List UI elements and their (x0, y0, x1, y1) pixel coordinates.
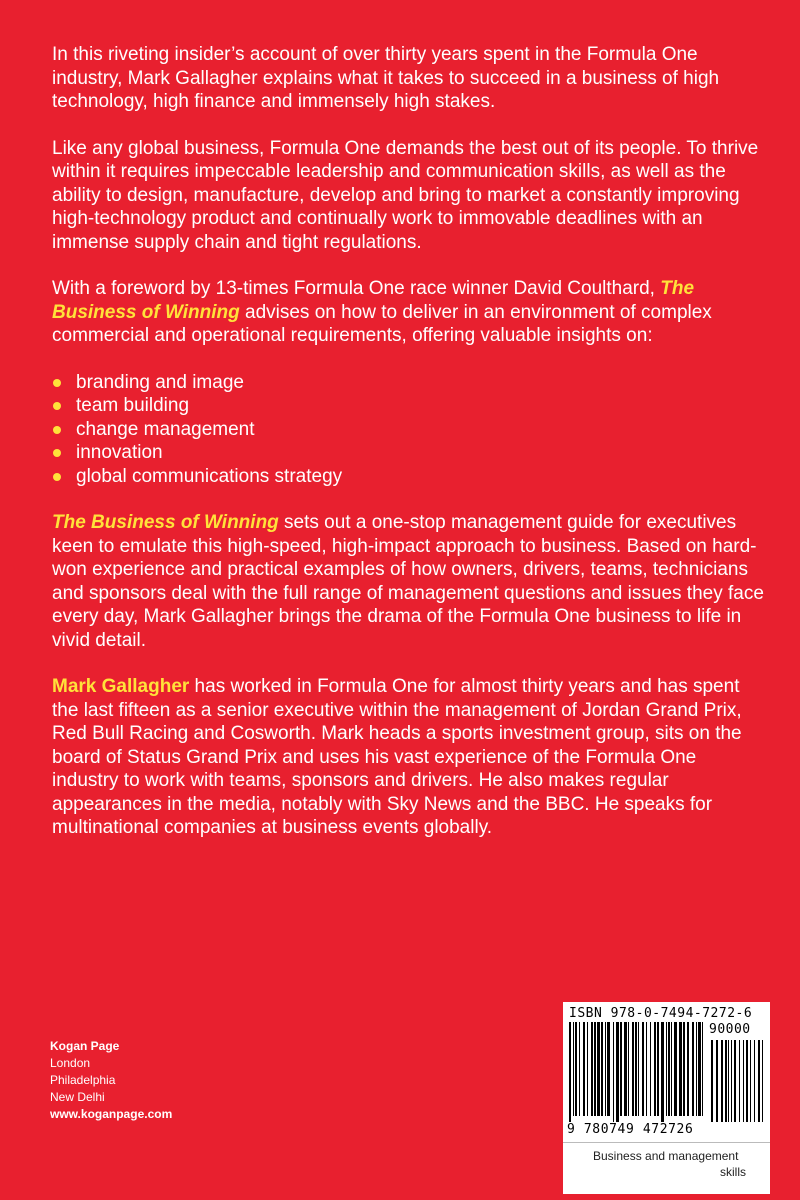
list-item (52, 394, 764, 418)
barcode-bar (573, 1022, 574, 1116)
barcode-bar (591, 1022, 593, 1116)
barcode-addon-bar (721, 1040, 723, 1122)
barcode-bar (674, 1022, 677, 1116)
barcode-bar (638, 1022, 639, 1116)
barcode-bar (628, 1022, 629, 1116)
insights-list (52, 371, 764, 489)
barcode-addon-bar (734, 1040, 736, 1122)
barcode-bar (692, 1022, 694, 1116)
barcode-bar (569, 1022, 571, 1122)
isbn-barcode (563, 1002, 770, 1142)
barcode-bar (587, 1022, 588, 1116)
publisher-city: New Delhi (50, 1090, 105, 1104)
barcode-bar (607, 1022, 610, 1116)
barcode-bar (642, 1022, 644, 1116)
publisher-website: www.koganpage.com (50, 1107, 173, 1121)
barcode-bar (702, 1022, 703, 1116)
barcode-bar (575, 1022, 577, 1116)
barcode-addon-bar (725, 1040, 727, 1122)
barcode-bars (567, 1022, 766, 1122)
list-item-label: global communications strategy (76, 465, 343, 487)
isbn-label: ISBN 978-0-7494-7272-6 (569, 1006, 753, 1021)
author-bio: has worked in Formula One for almost thirty years and has spent the last fifteen as a senior executive within the management of Jordan Grand Prix, Red Bull Racing and Cosworth. Mark heads a sports investment group, sits on the board of Status Grand Prix and uses his vast experience of the Formula One industry to work with teams, sponsors and drivers. He also makes regular appearances in the media, notably with Sky News and the BBC. He speaks for multinational companies at business events globally. (52, 676, 742, 838)
barcode-bar (597, 1022, 600, 1116)
barcode-bar (696, 1022, 697, 1116)
bullet-icon (53, 379, 61, 387)
demands-paragraph: Like any global business, Formula One demands the best out of its people. To thrive within it requires impeccable leadership and communication skills, as well as the ability to design, manufacture, develop and bring to market a constantly improving high-technology product and continually work to immovable deadlines with an immense supply chain and tight regulations. (52, 137, 759, 253)
publisher-name: Kogan Page (50, 1039, 120, 1053)
barcode-bar (661, 1022, 664, 1122)
book-title: The Business of Winning (52, 278, 695, 323)
foreword-text-rest: advises on how to deliver in an environment of complex commercial and operational requirements, offering valuable insights on: (52, 301, 712, 346)
barcode-bar (620, 1022, 622, 1116)
barcode-addon-bar (731, 1040, 732, 1122)
barcode-addon-bar (716, 1040, 718, 1122)
barcode-bar (583, 1022, 585, 1116)
list-item (52, 465, 764, 489)
bullet-icon (53, 402, 61, 410)
price-code: 90000 (709, 1022, 751, 1037)
barcode-bar (668, 1022, 670, 1116)
barcode-bar (613, 1022, 614, 1122)
publisher-city: London (50, 1056, 91, 1070)
barcode-bar (687, 1022, 689, 1116)
list-item (52, 418, 764, 442)
author-name: Mark Gallagher (52, 676, 190, 697)
barcode-addon-bar (754, 1040, 755, 1122)
barcode-addon-bar (711, 1040, 713, 1122)
foreword-text: With a foreword by 13-times Formula One race winner David Coulthard, (52, 278, 661, 299)
category-line-1: Business and management (593, 1149, 739, 1163)
barcode-bar (616, 1022, 619, 1122)
barcode-bar (605, 1022, 606, 1116)
barcode-digits: 9 780749 472726 (567, 1122, 694, 1137)
list-item-label: branding and image (76, 371, 244, 393)
author-paragraph (52, 675, 764, 840)
publisher-city: Philadelphia (50, 1073, 116, 1087)
list-item-label: change management (76, 418, 255, 440)
barcode-bar (635, 1022, 637, 1116)
barcode-bar (679, 1022, 682, 1116)
category-label (563, 1142, 770, 1194)
foreword-paragraph (52, 277, 764, 348)
barcode-addon-bar (762, 1040, 763, 1122)
back-cover-blurb (52, 43, 764, 863)
barcode-bar (624, 1022, 627, 1116)
barcode-addon-bar (728, 1040, 729, 1122)
list-item-label: team building (76, 395, 190, 416)
bullet-icon (53, 473, 61, 481)
barcode-bar (650, 1022, 651, 1116)
barcode-addon-bar (746, 1040, 748, 1122)
barcode-addon-bar (750, 1040, 751, 1122)
list-item (52, 441, 764, 465)
barcode-bar (601, 1022, 603, 1116)
barcode-bar (698, 1022, 701, 1116)
barcode-bar (594, 1022, 596, 1116)
list-item (52, 371, 764, 395)
barcode-bar (579, 1022, 580, 1116)
guide-text: sets out a one-stop management guide for executives keen to emulate this high-speed, high-impact approach to business. Based on hard-won experience and practical examples of how owners, drivers, teams, technicians and sponsors deal with the full range of management questions and issues they face every day, Mark Gallagher brings the drama of the Formula One business to life in vivid detail. (52, 512, 764, 651)
bullet-icon (53, 426, 61, 434)
intro-paragraph: In this riveting insider’s account of over thirty years spent in the Formula One industry, Mark Gallagher explains what it takes to succeed in a business of high technology, high finance and immensely high stakes. (52, 44, 720, 112)
barcode-bar (657, 1022, 659, 1116)
publisher-imprint (50, 1038, 172, 1123)
barcode-bar (646, 1022, 647, 1116)
guide-paragraph (52, 511, 764, 652)
barcode-addon-bar (743, 1040, 744, 1122)
barcode-addon-bar (739, 1040, 740, 1122)
barcode-bar (654, 1022, 656, 1116)
bullet-icon (53, 449, 61, 457)
barcode-bar (632, 1022, 634, 1116)
category-line-2: skills (720, 1165, 746, 1179)
list-item-label: innovation (76, 442, 163, 463)
barcode-addon-bar (758, 1040, 760, 1122)
barcode-bar (671, 1022, 672, 1116)
barcode-bar (666, 1022, 667, 1116)
barcode-bar (683, 1022, 685, 1116)
book-title-2: The Business of Winning (52, 512, 279, 533)
